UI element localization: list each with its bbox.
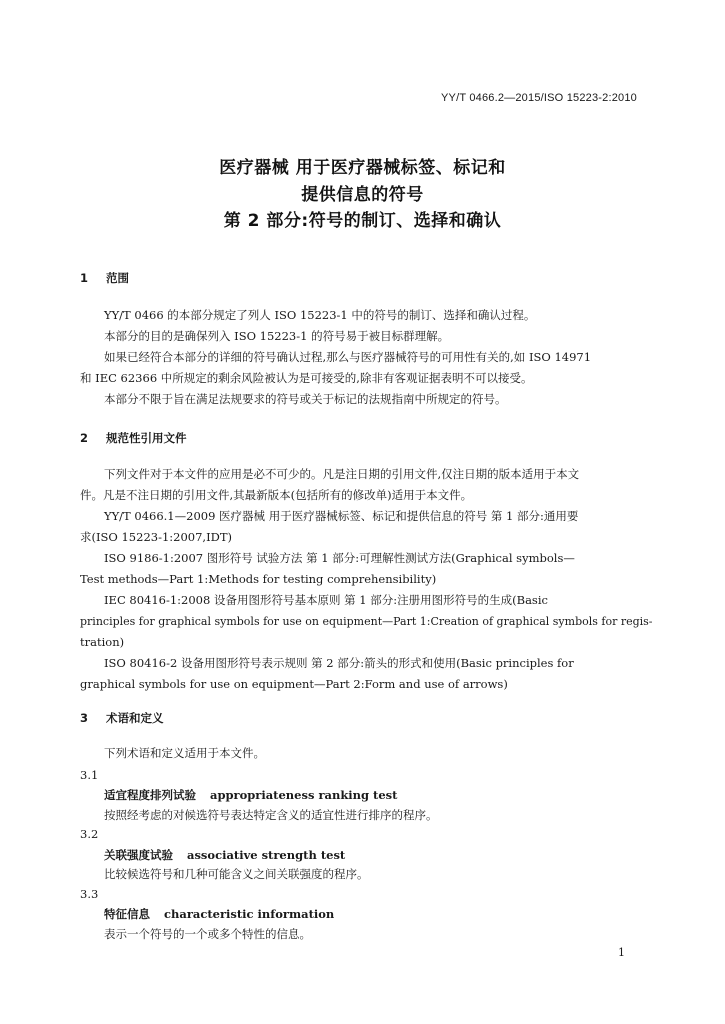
title-line-2: 提供信息的符号	[301, 185, 424, 205]
term-3-1-number: 3.1	[80, 768, 99, 782]
term-3-2-chinese: 关联强度试验	[104, 848, 173, 862]
term-3-1-chinese: 适宜程度排列试验	[104, 788, 196, 802]
section-1-number: 1	[80, 271, 89, 285]
section-1-paragraph-3-line-2: 和 IEC 62366 中所规定的剩余风险被认为是可接受的,除非有客观证据表明不可以接受。	[80, 371, 533, 385]
standard-code: YY/T 0466.2—2015/ISO 15223-2:2010	[441, 92, 637, 104]
section-1-paragraph-3-line-1: 如果已经符合本部分的详细的符号确认过程,那么与医疗器械符号的可用性有关的,如 ISO 14971	[104, 350, 592, 364]
term-3-2-definition: 比较候选符号和几种可能含义之间关联强度的程序。	[104, 867, 369, 881]
section-1-heading	[80, 270, 129, 286]
term-3-3-number: 3.3	[80, 887, 99, 901]
title-line-3: 第 2 部分:符号的制订、选择和确认	[223, 211, 502, 231]
reference-2-line-2: Test methods—Part 1:Methods for testing comprehensibility)	[80, 572, 437, 586]
section-3-intro	[80, 743, 640, 764]
section-2-body	[80, 464, 653, 695]
section-2-number: 2	[80, 431, 89, 445]
term-3-3-definition: 表示一个符号的一个或多个特性的信息。	[104, 927, 311, 941]
reference-4-line-1: ISO 80416-2 设备用图形符号表示规则 第 2 部分:箭头的形式和使用(Basic principles for	[104, 656, 574, 670]
term-3-1-english: appropriateness ranking test	[210, 788, 398, 802]
reference-3-line-1: IEC 80416-1:2008 设备用图形符号基本原则 第 1 部分:注册用图形符号的生成(Basic	[104, 593, 548, 607]
section-3-heading	[80, 710, 164, 726]
section-3-intro-text: 下列术语和定义适用于本文件。	[104, 746, 265, 760]
term-3-3-chinese: 特征信息	[104, 907, 150, 921]
term-3-3	[104, 906, 334, 922]
reference-2-line-1: ISO 9186-1:2007 图形符号 试验方法 第 1 部分:可理解性测试方法(Graphical symbols—	[104, 551, 575, 565]
section-3-title: 术语和定义	[106, 711, 164, 725]
reference-1-line-1: YY/T 0466.1—2009 医疗器械 用于医疗器械标签、标记和提供信息的符号 第 1 部分:通用要	[104, 509, 579, 523]
term-3-2-number: 3.2	[80, 827, 99, 841]
term-3-3-english: characteristic information	[164, 907, 335, 921]
section-2-intro-line-2: 件。凡是不注日期的引用文件,其最新版本(包括所有的修改单)适用于本文件。	[80, 488, 473, 502]
term-3-1-definition: 按照经考虑的对候选符号表达特定含义的适宜性进行排序的程序。	[104, 808, 438, 822]
section-1-paragraph-1: YY/T 0466 的本部分规定了列人 ISO 15223-1 中的符号的制订、选择和确认过程。	[104, 308, 536, 322]
term-3-2	[104, 847, 345, 863]
section-1-title: 范围	[106, 271, 129, 285]
reference-3-line-3: tration)	[80, 635, 125, 649]
section-1-paragraph-2: 本部分的目的是确保列入 ISO 15223-1 的符号易于被目标群理解。	[104, 329, 450, 343]
section-2-title: 规范性引用文件	[106, 431, 187, 445]
reference-4-line-2: graphical symbols for use on equipment—Part 2:Form and use of arrows)	[80, 677, 508, 691]
section-1-paragraph-4: 本部分不限于旨在满足法规要求的符号或关于标记的法规指南中所规定的符号。	[104, 392, 507, 406]
term-3-1	[104, 787, 397, 803]
reference-1-line-2: 求(ISO 15223-1:2007,IDT)	[80, 530, 232, 544]
section-2-intro-line-1: 下列文件对于本文件的应用是必不可少的。凡是注日期的引用文件,仅注日期的版本适用于本文	[104, 467, 580, 481]
title-line-1: 医疗器械 用于医疗器械标签、标记和	[219, 158, 506, 178]
section-1-body	[80, 305, 640, 410]
term-3-2-english: associative strength test	[187, 848, 346, 862]
section-3-number: 3	[80, 711, 89, 725]
reference-3-line-2: principles for graphical symbols for use on equipment—Part 1:Creation of graphical symbols for regis-	[80, 615, 653, 628]
section-2-heading	[80, 430, 187, 446]
page-number: 1	[618, 946, 625, 959]
